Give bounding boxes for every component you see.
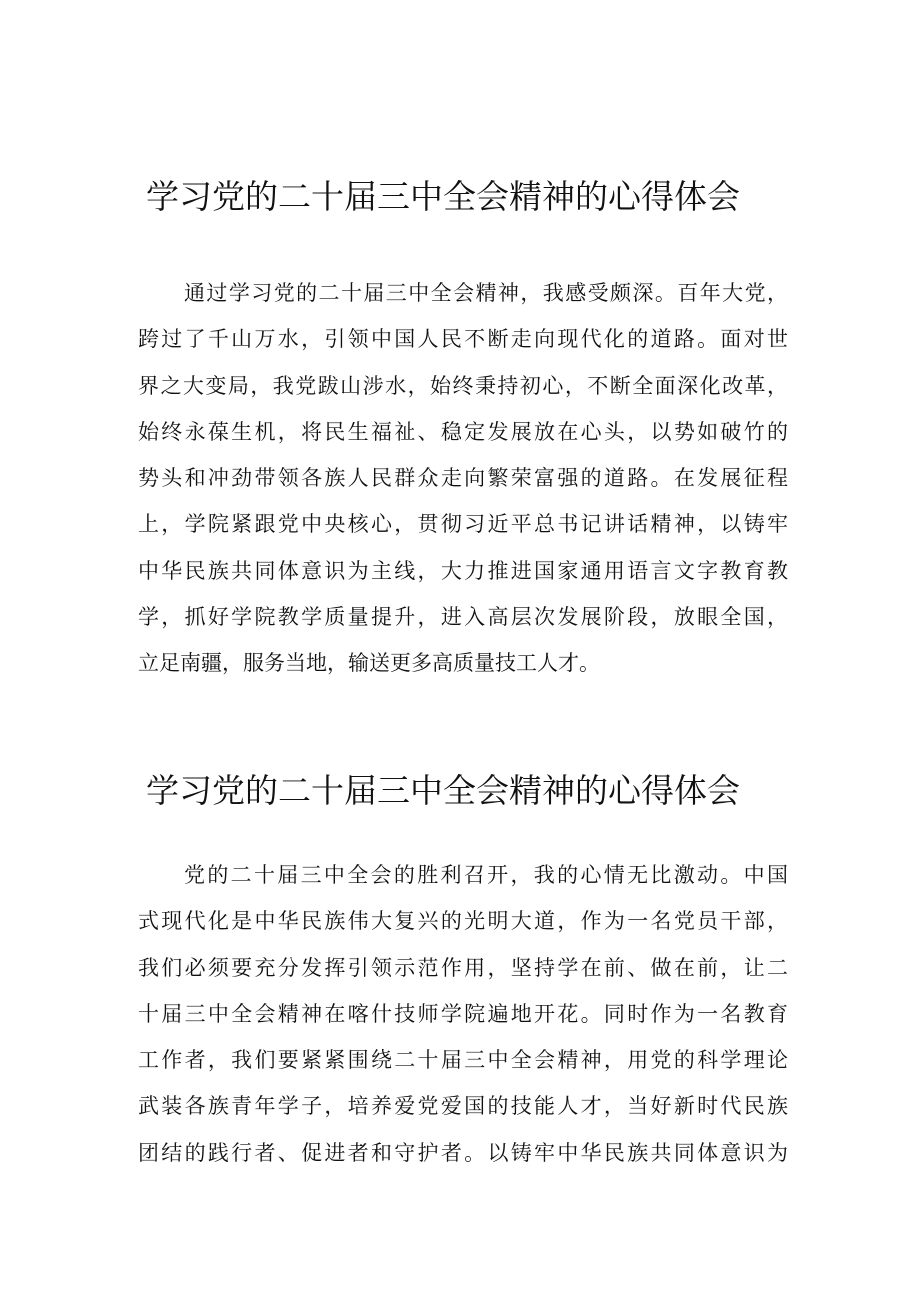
essay-paragraph <box>138 852 788 1176</box>
paragraph-line: 跨过了千山万水，引领中国人民不断走向现代化的道路。面对世 <box>138 327 788 352</box>
paragraph-line: 势头和冲劲带领各族人民群众走向繁荣富强的道路。在发展征程 <box>138 466 788 491</box>
essay-title: 学习党的二十届三中全会精神的心得体会 <box>146 177 740 216</box>
paragraph-line: 团结的践行者、促进者和守护者。以铸牢中华民族共同体意识为 <box>138 1140 788 1165</box>
essay-section-1 <box>0 170 920 676</box>
paragraph-line: 中华民族共同体意识为主线，大力推进国家通用语言文字教育教 <box>138 558 788 583</box>
essay-section-2 <box>0 764 920 1165</box>
paragraph-line: 界之大变局，我党跋山涉水，始终秉持初心，不断全面深化改革， <box>138 373 788 398</box>
paragraph-line: 武装各族青年学子，培养爱党爱国的技能人才，当好新时代民族 <box>138 1094 788 1119</box>
paragraph-line: 上，学院紧跟党中央核心，贯彻习近平总书记讲话精神，以铸牢 <box>138 512 788 537</box>
essay-title: 学习党的二十届三中全会精神的心得体会 <box>146 771 740 810</box>
paragraph-line: 党的二十届三中全会的胜利召开，我的心情无比激动。中国 <box>184 863 788 887</box>
paragraph-line: 十届三中全会精神在喀什技师学院遍地开花。同时作为一名教育 <box>138 1001 788 1026</box>
paragraph-line: 始终永葆生机，将民生福祉、稳定发展放在心头，以势如破竹的 <box>138 419 788 444</box>
essay-paragraph <box>138 270 788 687</box>
paragraph-line: 工作者，我们要紧紧围绕二十届三中全会精神，用党的科学理论 <box>138 1048 788 1073</box>
paragraph-line: 通过学习党的二十届三中全会精神，我感受颇深。百年大党， <box>184 281 788 305</box>
paragraph-line: 我们必须要充分发挥引领示范作用，坚持学在前、做在前，让二 <box>138 955 788 980</box>
paragraph-line: 学，抓好学院教学质量提升，进入高层次发展阶段，放眼全国， <box>138 605 788 630</box>
paragraph-line: 式现代化是中华民族伟大复兴的光明大道，作为一名党员干部， <box>138 909 788 934</box>
paragraph-line: 立足南疆，服务当地，输送更多高质量技工人才。 <box>138 651 600 676</box>
